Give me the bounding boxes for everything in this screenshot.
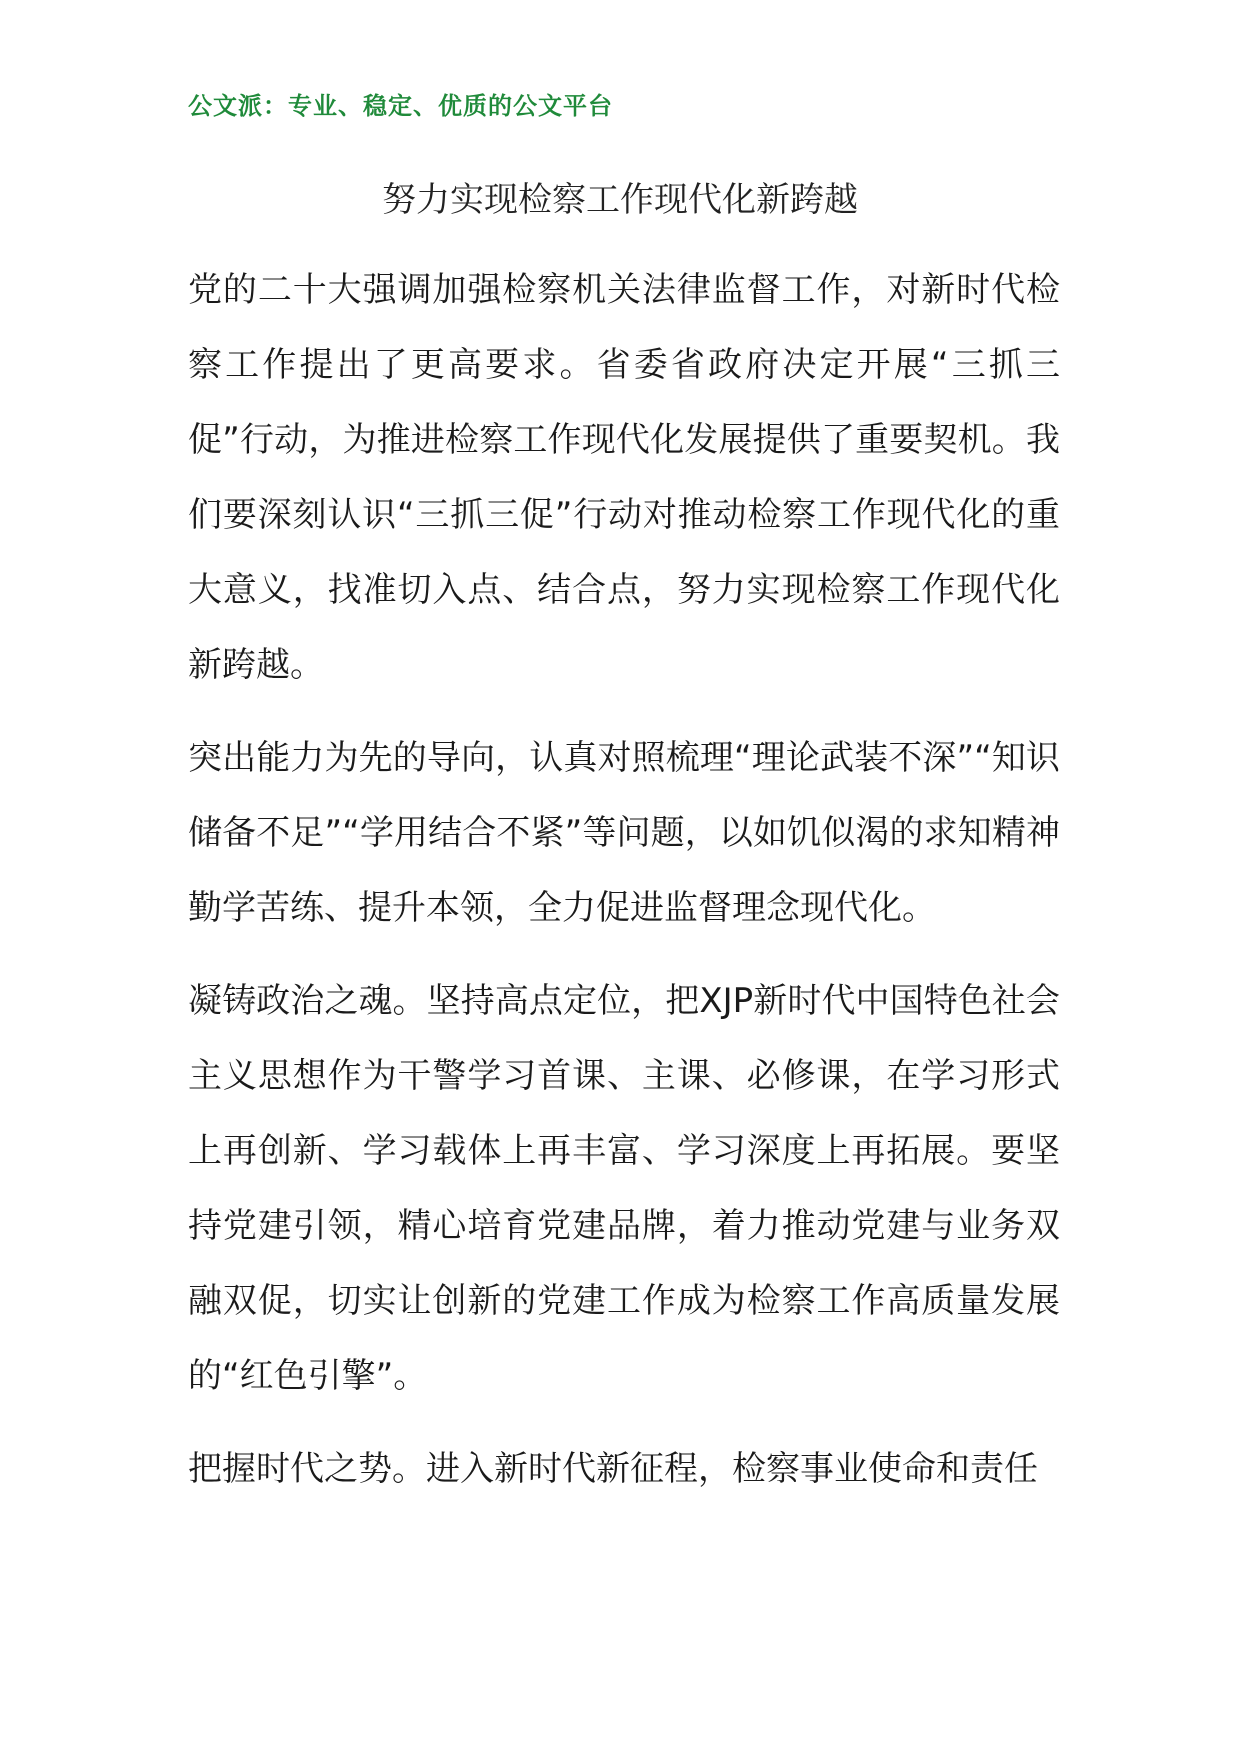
- paragraph-3: 凝铸政治之魂。坚持高点定位，把XJP新时代中国特色社会主义思想作为干警学习首课、主课、必修课，在学习形式上再创新、学习载体上再丰富、学习深度上再拓展。要坚持党建引领，精心培育党建品牌，着力推动党建与业务双融双促，切实让创新的党建工作成为检察工作高质量发展的“红色引擎”。: [188, 981, 1060, 1396]
- paragraph-4: 把握时代之势。进入新时代新征程，检察事业使命和责任: [188, 1449, 1038, 1489]
- document-body: [188, 253, 1060, 1525]
- document-title: 努力实现检察工作现代化新跨越: [382, 180, 858, 220]
- site-tagline: 公文派：专业、稳定、优质的公文平台: [188, 92, 613, 120]
- paragraph-1: 党的二十大强调加强检察机关法律监督工作，对新时代检察工作提出了更高要求。省委省政府决定开展“三抓三促”行动，为推进检察工作现代化发展提供了重要契机。我们要深刻认识“三抓三促”行动对推动检察工作现代化的重大意义，找准切入点、结合点，努力实现检察工作现代化新跨越。: [188, 270, 1060, 685]
- paragraph-2: 突出能力为先的导向，认真对照梳理“理论武装不深”“知识储备不足”“学用结合不紧”等问题，以如饥似渴的求知精神勤学苦练、提升本领，全力促进监督理念现代化。: [188, 738, 1060, 928]
